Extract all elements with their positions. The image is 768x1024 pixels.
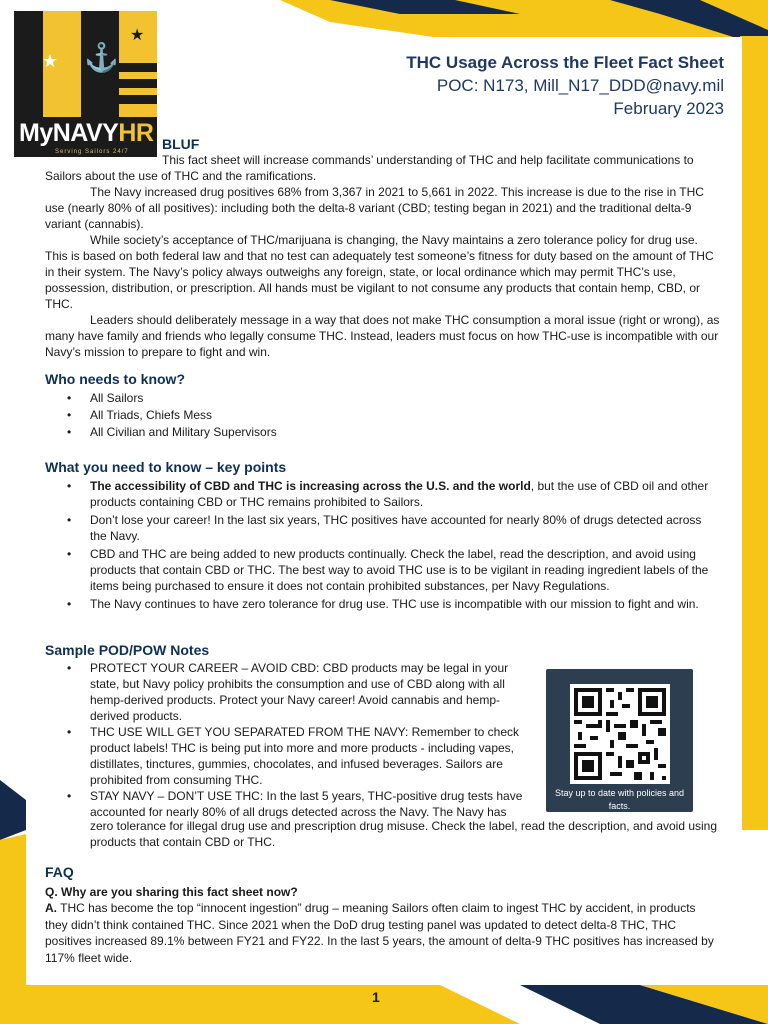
list-item: • THC USE WILL GET YOU SEPARATED FROM THE NAVY: Remember to check product labels! THC is being put into more and more products - including vapes, distillates, tinctures, gummies, chocolates, and infused beverages. Sailors are prohibited from consuming THC. bbox=[90, 724, 535, 788]
pod-list bbox=[45, 660, 535, 820]
faq-answer-text: THC has become the top “innocent ingestion” drug – meaning Sailors often claim to ingest THC by accident, in products they didn’t think contained THC. Since 2021 when the DoD drug testing panel was updated to detect delta-8 THC, THC positives increased 89.1% between FY21 and FY22. In the last 5 years, the amount of delta-9 THC positives has increased by 117% fleet wide. bbox=[45, 901, 714, 965]
bluf-paragraph: The Navy increased drug positives 68% from 3,367 in 2021 to 5,661 in 2022. This increase is due to the rise in THC use (nearly 80% of all positives): including both the delta-8 variant (CBD; testing began in 2021) and the traditional delta-9 variant (cannabis). bbox=[45, 185, 704, 231]
list-item: • All Civilian and Military Supervisors bbox=[90, 424, 720, 441]
bluf-section bbox=[45, 152, 720, 360]
page-number: 1 bbox=[372, 989, 380, 1005]
page-title: THC Usage Across the Fleet Fact Sheet bbox=[406, 53, 724, 72]
qr-caption: Stay up to date with policies and facts. bbox=[554, 788, 685, 811]
bluf-paragraph: This fact sheet will increase commands’ understanding of THC and help facilitate communications to Sailors about the use of THC and the ramifications. bbox=[45, 153, 694, 183]
pod-note-continued: zero tolerance for illegal drug use and prescription drug misuse. Check the label, read the description, and avoid using products that contain CBD or THC. bbox=[90, 819, 718, 849]
faq-question: Q. Why are you sharing this fact sheet now? bbox=[45, 885, 298, 899]
star-icon: ★ bbox=[130, 27, 145, 44]
logo-tagline: Serving Sailors 24/7 bbox=[55, 149, 129, 155]
key-point-bold: The accessibility of CBD and THC is increasing across the U.S. and the world bbox=[90, 479, 531, 493]
list-item: • The Navy continues to have zero tolerance for drug use. THC use is incompatible with our mission to fight and win. bbox=[90, 596, 720, 612]
key-point-text: , but the use of CBD oil and other products containing CBD or THC remains prohibited to Sailors. bbox=[90, 479, 709, 509]
list-item: • CBD and THC are being added to new products continually. Check the label, read the description, and avoid using products that contain CBD or THC. The best way to avoid THC use is to be vigilant in reading ingredient labels of the items being purchased to ensure it does not contain prohibited substances, per Navy Regulations. bbox=[90, 546, 720, 594]
who-list bbox=[45, 390, 720, 441]
poc-line: POC: N173, Mill_N17_DDD@navy.mil bbox=[436, 76, 724, 95]
pod-heading: Sample POD/POW Notes bbox=[45, 642, 210, 658]
date-line: February 2023 bbox=[613, 99, 724, 118]
faq-answer-label: A. bbox=[45, 901, 57, 915]
bluf-paragraph: Leaders should deliberately message in a way that does not make THC consumption a moral issue (right or wrong), as many have family and friends who legally consume THC. Instead, leaders must focus on how THC-use is incompatible with our Navy’s mission to prepare to fight and win. bbox=[45, 313, 720, 359]
who-heading: Who needs to know? bbox=[45, 371, 185, 387]
list-item: • All Sailors bbox=[90, 390, 720, 407]
star-icon: ★ bbox=[42, 51, 59, 71]
list-item: • PROTECT YOUR CAREER – AVOID CBD: CBD products may be legal in your state, but Navy policy prohibits the consumption and use of CBD along with all hemp-derived products. Protect your Navy career! Avoid cannabis and hemp-derived products. bbox=[90, 660, 535, 724]
qr-panel[interactable] bbox=[546, 669, 693, 812]
faq-heading: FAQ bbox=[45, 864, 74, 880]
list-item: • Don’t lose your career! In the last six years, THC positives have accounted for nearly 80% of drugs detected across the Navy. bbox=[90, 512, 720, 544]
logo-wordmark: MyNAVYHR bbox=[19, 119, 154, 147]
header-block bbox=[406, 52, 724, 120]
key-points-list bbox=[45, 478, 720, 612]
faq-section bbox=[45, 884, 720, 966]
bluf-heading: BLUF bbox=[162, 136, 200, 152]
faq-answer bbox=[45, 900, 720, 966]
list-item: • STAY NAVY – DON’T USE THC: In the last 5 years, THC-positive drug tests have accounted for nearly 80% of all drugs detected across the Navy. The Navy has bbox=[90, 788, 535, 820]
qr-code-icon bbox=[570, 684, 670, 784]
list-item bbox=[90, 478, 720, 510]
anchor-icon: ⚓ bbox=[84, 42, 119, 73]
key-points-heading: What you need to know – key points bbox=[45, 459, 287, 475]
list-item: • All Triads, Chiefs Mess bbox=[90, 407, 720, 424]
bluf-paragraph: While society’s acceptance of THC/marijuana is changing, the Navy maintains a zero tolerance policy for drug use. This is based on both federal law and that no test can adequately test someone’s fitness for duty based on the amount of THC in their system. The Navy’s policy always outweighs any foreign, state, or local ordinance which may permit THC’s use, possession, distribution, or prescription. All hands must be vigilant to not consume any products that contain hemp, CBD, or THC. bbox=[45, 233, 714, 311]
mynavyhr-logo bbox=[14, 11, 157, 157]
